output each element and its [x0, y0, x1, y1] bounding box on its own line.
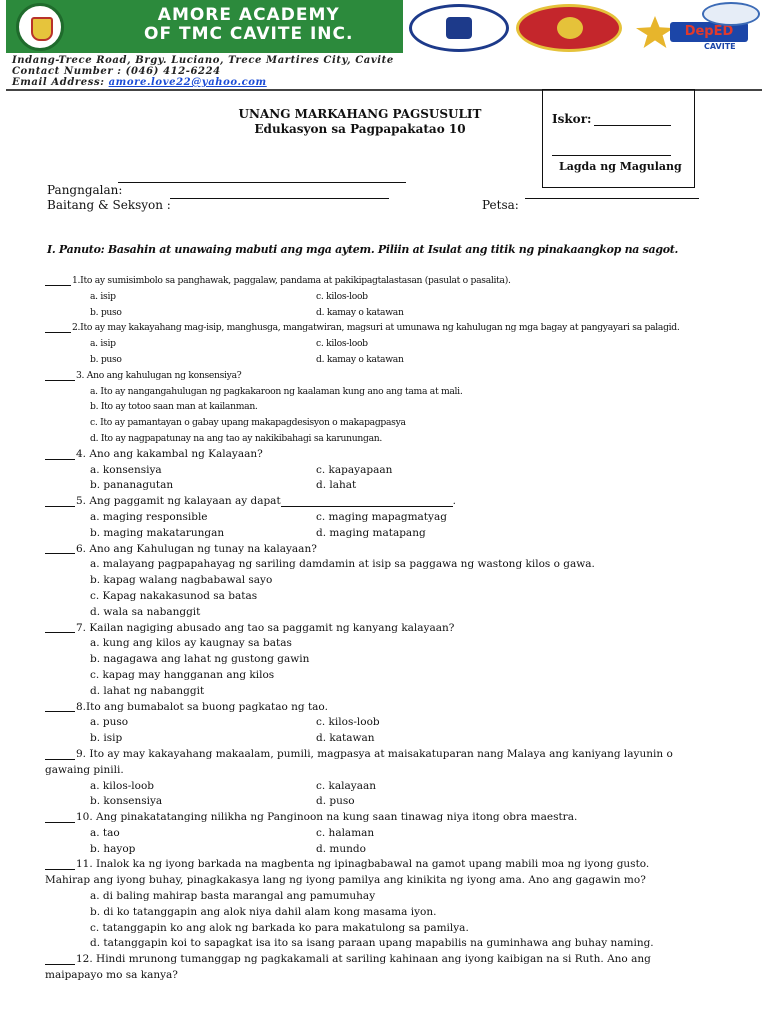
question-2 [45, 320, 761, 336]
question-number: 8. [76, 700, 87, 713]
question-number: 3. [76, 369, 85, 381]
option-c: c. Kapag nakakasunod sa batas [90, 589, 258, 602]
question-6 [45, 542, 761, 558]
option-c: c. kilos-loob [316, 290, 368, 302]
question-text-cont: gawaing pinili. [45, 763, 124, 776]
options-row [45, 463, 761, 479]
options-row [45, 510, 761, 526]
score-label: Iskor: [552, 112, 592, 126]
option-a: a. tao [90, 826, 120, 839]
question-3 [45, 368, 761, 384]
options-row [45, 715, 761, 731]
option-a: a. konsensiya [90, 463, 162, 476]
deped-logo-sub: CAVITE [704, 42, 736, 51]
options-row [45, 305, 761, 321]
question-1 [45, 273, 761, 289]
option-c: c. Ito ay pamantayan o gabay upang makapagdesisyon o makapagpasya [90, 417, 406, 429]
question-4 [45, 447, 761, 463]
option-b: b. Ito ay totoo saan man at kailanman. [90, 401, 258, 413]
options-row [45, 336, 761, 352]
question-5: 5. Ang paggamit ng kalayaan ay dapat . [45, 494, 761, 510]
question-text: Ano ang kahulugan ng konsensiya? [86, 369, 242, 381]
options-row [45, 779, 761, 795]
date-label: Petsa: [482, 198, 519, 212]
option-c: c. kalayaan [316, 779, 377, 792]
calabarzon-seal-logo [516, 4, 622, 52]
option-d: d. mundo [316, 842, 366, 855]
school-contact: Contact Number : (046) 412-6224 [12, 66, 221, 77]
option-d: d. lahat ng nabanggit [90, 684, 205, 697]
option-c: c. kapayapaan [316, 463, 393, 476]
option-b: b. puso [90, 306, 122, 318]
score-box [542, 89, 695, 188]
options-row [45, 289, 761, 305]
option-b: b. kapag walang nagbabawal sayo [90, 574, 273, 587]
option-c: c. tatanggapin ko ang alok ng barkada ko para makatulong sa pamilya. [90, 921, 469, 934]
school-email-line [12, 77, 267, 89]
option-d: d. wala sa nabanggit [90, 605, 201, 618]
answer-blank[interactable] [45, 955, 75, 965]
question-text: Ito ay sumisimbolo sa panghawak, paggalaw, pandama at pakikipagtalastasan (pasulat o pasalita). [80, 275, 511, 286]
question-text: Ano ang Kahulugan ng tunay na kalayaan? [89, 542, 317, 555]
option-b: b. konsensiya [90, 795, 163, 808]
options-row [45, 842, 761, 858]
option-c: c. halaman [316, 826, 375, 839]
section-label: Baitang & Seksyon : [47, 198, 171, 212]
options-row [45, 352, 761, 368]
question-text: Ito ay may kakayahang mag-isip, manghusga, mangatwiran, magsuri at umunawa ng kahulugan ng mga bagay at pangyayari sa palagid. [80, 322, 680, 334]
question-number: 12. [76, 953, 93, 966]
option-d: d. puso [316, 795, 355, 808]
question-number: 6. [76, 542, 87, 555]
question-text: Ang pinakatatanging nilikha ng Panginoon na kung saan tinawag niya itong obra maestra. [96, 811, 578, 824]
question-text: Ang paggamit ng kalayaan ay dapat [89, 495, 281, 508]
option-c: c. kilos-loob [316, 716, 380, 729]
esc-badge-logo [702, 2, 760, 26]
option-c: c. maging mapagmatyag [316, 510, 447, 523]
school-name-line2: OF TMC CAVITE INC. [144, 24, 354, 44]
school-banner [6, 0, 403, 53]
score-blank[interactable] [594, 125, 671, 126]
answer-blank[interactable] [45, 450, 75, 460]
question-11 [45, 857, 761, 873]
option-d: d. Ito ay nagpapatunay na ang tao ay nakikibahagi sa karunungan. [90, 432, 383, 444]
options-row [45, 794, 761, 810]
option-b: b. maging makatarungan [90, 526, 225, 539]
answer-blank[interactable] [45, 813, 75, 823]
option-d: d. katawan [316, 732, 375, 745]
option-a: a. isip [90, 338, 116, 350]
options-row [45, 826, 761, 842]
question-10 [45, 810, 761, 826]
question-number: 7. [76, 621, 87, 634]
options-row [45, 731, 761, 747]
question-number: 2. [72, 322, 81, 334]
option-a: a. malayang pagpapahayag ng sariling damdamin at isip sa paggawa ng wastong kilos o gawa. [90, 558, 595, 571]
options-row [45, 526, 761, 542]
question-number: 11. [76, 858, 93, 871]
option-b: b. pananagutan [90, 479, 174, 492]
options-row [45, 478, 761, 494]
option-c: c. kilos-loob [316, 338, 368, 350]
question-text: Ito ang bumabalot sa buong pagkatao ng tao. [86, 700, 328, 713]
question-number: 10. [76, 811, 93, 824]
question-number: 9. [76, 747, 87, 760]
question-text-cont: Mahirap ang iyong buhay, pinagkakasya lang ng iyong pamilya ang kinikita ng iyong ama. Ano ang gagawin mo? [45, 874, 646, 887]
option-d: d. kamay o katawan [316, 353, 404, 365]
school-logo [16, 3, 64, 51]
answer-blank[interactable] [45, 497, 75, 507]
deped-logo-text: DepED [670, 22, 748, 42]
question-number: 5. [76, 495, 87, 508]
answer-blank[interactable] [45, 623, 75, 633]
date-field[interactable] [525, 198, 699, 199]
exam-subject: Edukasyon sa Pagpapakatao 10 [254, 122, 466, 136]
answer-blank[interactable] [45, 860, 75, 870]
option-a: a. di baling mahirap basta marangal ang pamumuhay [90, 890, 376, 903]
option-a: a. kilos-loob [90, 779, 154, 792]
parent-signature-label: Lagda ng Magulang [559, 160, 682, 173]
email-label: Email Address: [12, 77, 105, 88]
school-name [144, 6, 353, 44]
option-b: b. isip [90, 732, 123, 745]
question-text: Ano ang kakambal ng Kalayaan? [89, 447, 263, 460]
question-text: Inalok ka ng iyong barkada na magbenta ng ipinagbabawal na gamot upang mabili moa ng iyong gusto. [96, 858, 650, 871]
option-b: b. nagagawa ang lahat ng gustong gawin [90, 653, 310, 666]
answer-blank[interactable] [45, 323, 71, 333]
option-d: d. maging matapang [316, 526, 426, 539]
question-8 [45, 700, 761, 716]
question-list [45, 273, 761, 984]
parent-signature-blank[interactable] [552, 155, 671, 156]
option-d: d. lahat [316, 479, 357, 492]
option-d: d. kamay o katawan [316, 306, 404, 318]
school-address: Indang-Trece Road, Brgy. Luciano, Trece Martires City, Cavite [12, 55, 394, 66]
answer-blank[interactable] [45, 750, 75, 760]
question-text: Hindi mrunong tumanggap ng pagkakamali at sariling kahinaan ang iyong kaibigan na si Ruth. Ano ang [96, 953, 651, 966]
question-12 [45, 952, 761, 968]
answer-blank[interactable] [45, 276, 71, 286]
instructions: I. Panuto: Basahin at unawaing mabuti ang mga aytem. Piliin at Isulat ang titik ng pinakaangkop na sagot. [47, 243, 679, 256]
question-number: 4. [76, 447, 87, 460]
option-a: a. isip [90, 290, 116, 302]
email-link[interactable]: amore.love22@yahoo.com [108, 77, 267, 88]
exam-title: UNANG MARKAHANG PAGSUSULIT [238, 107, 482, 121]
question-7 [45, 621, 761, 637]
option-b: b. puso [90, 353, 122, 365]
option-d: d. tatanggapin koi to sapagkat isa ito sa isang paraan upang mapabilis na guminhawa ang buhay naming. [90, 937, 654, 950]
option-a: a. Ito ay nangangahulugan ng pagkakaroon ng kaalaman kung ano ang tama at mali. [90, 385, 463, 397]
name-field[interactable] [118, 182, 406, 183]
option-a: a. maging responsible [90, 510, 208, 523]
question-text: Kailan nagiging abusado ang tao sa paggamit ng kanyang kalayaan? [89, 621, 455, 634]
star-icon [636, 16, 674, 48]
option-b: b. di ko tatanggapin ang alok niya dahil alam kong masama iyon. [90, 905, 437, 918]
fill-in-blank [281, 497, 453, 507]
option-a: a. kung ang kilos ay kaugnay sa batas [90, 637, 292, 650]
answer-blank[interactable] [45, 371, 75, 381]
question-9 [45, 747, 761, 763]
school-name-line1: AMORE ACADEMY [157, 5, 340, 25]
question-number: 1. [72, 275, 81, 286]
question-text-cont: maipapayo mo sa kanya? [45, 969, 178, 982]
answer-blank[interactable] [45, 544, 75, 554]
option-c: c. kapag may hangganan ang kilos [90, 668, 275, 681]
answer-blank[interactable] [45, 702, 75, 712]
question-text: Ito ay may kakayahang makaalam, pumili, magpasya at maisakatuparan nang Malaya ang kaniyang layunin o [89, 747, 673, 760]
section-field[interactable] [170, 198, 389, 199]
name-label: Pangngalan: [47, 183, 123, 197]
option-b: b. hayop [90, 842, 136, 855]
edukasyon-seal-logo [409, 4, 509, 52]
option-a: a. puso [90, 716, 129, 729]
